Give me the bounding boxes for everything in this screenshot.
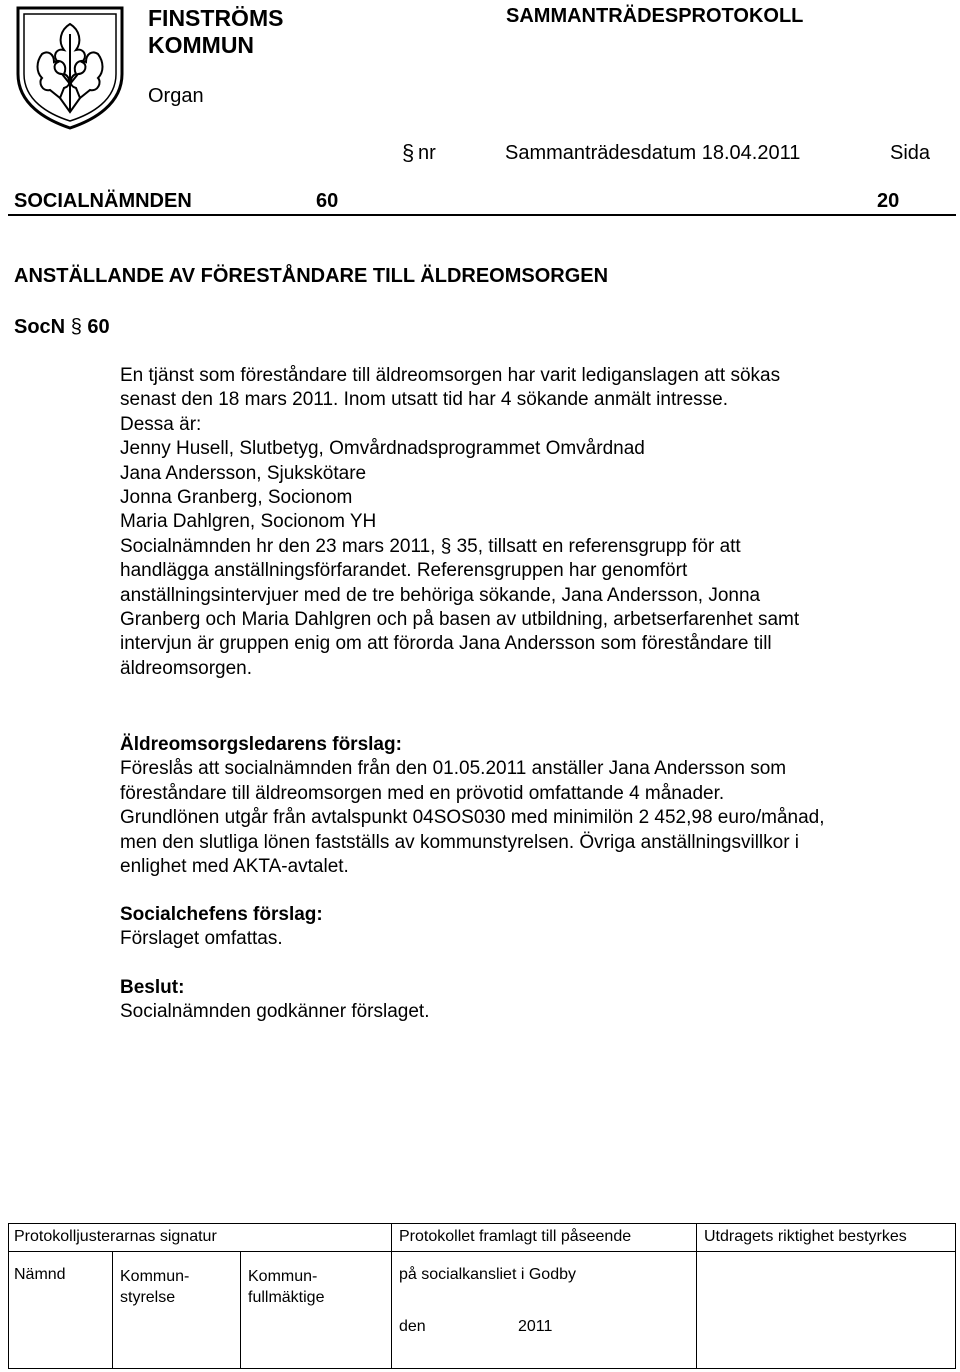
footer-divider (391, 1223, 392, 1368)
text-line: Kommun- (120, 1268, 190, 1285)
decision-ref-after: 35, tillsatt en referensgrupp för att (456, 535, 741, 557)
section-ref-number: 60 (87, 316, 110, 338)
section-symbol-icon: § (402, 140, 415, 165)
text-line: Jonna Granberg, Socionom (120, 487, 353, 509)
footer-divider (240, 1251, 241, 1368)
posted-place: på socialkansliet i Godby (399, 1266, 576, 1283)
posted-year: 2011 (518, 1318, 553, 1335)
section-ref-prefix: SocN (14, 316, 66, 338)
text-line (120, 535, 920, 559)
coat-of-arms-icon (14, 4, 126, 132)
text-line: men den slutliga lönen fastställs av kommunstyrelsen. Övriga anställningsvillkor i (120, 831, 800, 853)
nr-label: nr (418, 142, 436, 164)
chief-proposal-heading: Socialchefens förslag: (120, 904, 323, 925)
decision-heading: Beslut: (120, 977, 185, 998)
section-reference (14, 316, 110, 339)
signature-col-kommunstyrelse (120, 1266, 189, 1308)
footer-border-left (8, 1223, 9, 1368)
signature-col-kommunfullmaktige (248, 1266, 324, 1308)
text-line: äldreomsorgen. (120, 657, 253, 679)
text-line: föreståndare till äldreomsorgen med en prövotid omfattande 4 månader. (120, 782, 725, 804)
text-line: handlägga anställningsförfarandet. Referensgruppen har genomfört (120, 560, 688, 582)
intro-paragraph (120, 364, 920, 681)
header-rule (8, 214, 956, 216)
page-value: 20 (877, 190, 900, 212)
text-line: Jana Andersson, Sjukskötare (120, 462, 367, 484)
section-symbol-icon: § (70, 316, 82, 338)
text-line: Grundlönen utgår från avtalspunkt 04SOS030 med minimilön 2 452,98 euro/månad, (120, 807, 825, 829)
section-symbol-icon: § (440, 535, 452, 557)
footer-border-right (955, 1223, 956, 1368)
municipality-name-line2: KOMMUN (148, 32, 255, 58)
text-line: Granberg och Maria Dahlgren och på basen av utbildning, arbetserfarenhet samt (120, 609, 800, 631)
document-title: SAMMANTRÄDESPROTOKOLL (506, 5, 804, 27)
chief-proposal-section (120, 903, 920, 952)
footer-header-rule (8, 1251, 956, 1252)
text-line: senast den 18 mars 2011. Inom utsatt tid har 4 sökande anmält intresse. (120, 389, 728, 411)
decision-section (120, 976, 920, 1025)
proposal-section (120, 733, 920, 879)
section-title: ANSTÄLLANDE AV FÖRESTÅNDARE TILL ÄLDREOMSORGEN (14, 265, 609, 287)
text-line: styrelse (120, 1289, 176, 1306)
municipality-name-line1: FINSTRÖMS (148, 5, 284, 31)
text-line: intervjun är gruppen enig om att förorda Jana Andersson som föreståndare till (120, 633, 772, 655)
signature-col-namnd: Nämnd (14, 1266, 66, 1283)
text-line: fullmäktige (248, 1289, 325, 1306)
certified-label: Utdragets riktighet bestyrkes (704, 1228, 907, 1245)
organ-value: SOCIALNÄMNDEN (14, 190, 192, 212)
posted-label: Protokollet framlagt till påseende (399, 1228, 632, 1245)
footer-divider (696, 1223, 697, 1368)
footer-bottom-rule (8, 1368, 956, 1369)
proposal-heading: Äldreomsorgsledarens förslag: (120, 734, 402, 755)
meeting-date-label: Sammanträdesdatum 18.04.2011 (505, 142, 801, 164)
page-label: Sida (890, 142, 931, 164)
nr-value: 60 (316, 190, 339, 212)
decision-ref-before: Socialnämnden hr den 23 mars 2011, (120, 535, 436, 557)
footer-top-rule (8, 1223, 956, 1224)
signature-label: Protokolljusterarnas signatur (14, 1228, 217, 1245)
text-line: Socialnämnden godkänner förslaget. (120, 1001, 430, 1023)
posted-den: den (399, 1318, 426, 1335)
text-line: anställningsintervjuer med de tre behöriga sökande, Jana Andersson, Jonna (120, 584, 761, 606)
text-line: Jenny Husell, Slutbetyg, Omvårdnadsprogrammet Omvårdnad (120, 438, 645, 460)
text-line: Dessa är: (120, 413, 202, 435)
text-line: Maria Dahlgren, Socionom YH (120, 511, 377, 533)
text-line: Föreslås att socialnämnden från den 01.05.2011 anställer Jana Andersson som (120, 758, 787, 780)
organ-label: Organ (148, 85, 204, 107)
footer-divider (112, 1251, 113, 1368)
text-line: Kommun- (248, 1268, 318, 1285)
text-line: Förslaget omfattas. (120, 928, 283, 950)
text-line: En tjänst som föreståndare till äldreomsorgen har varit lediganslagen att sökas (120, 365, 781, 386)
text-line: enlighet med AKTA-avtalet. (120, 856, 349, 878)
